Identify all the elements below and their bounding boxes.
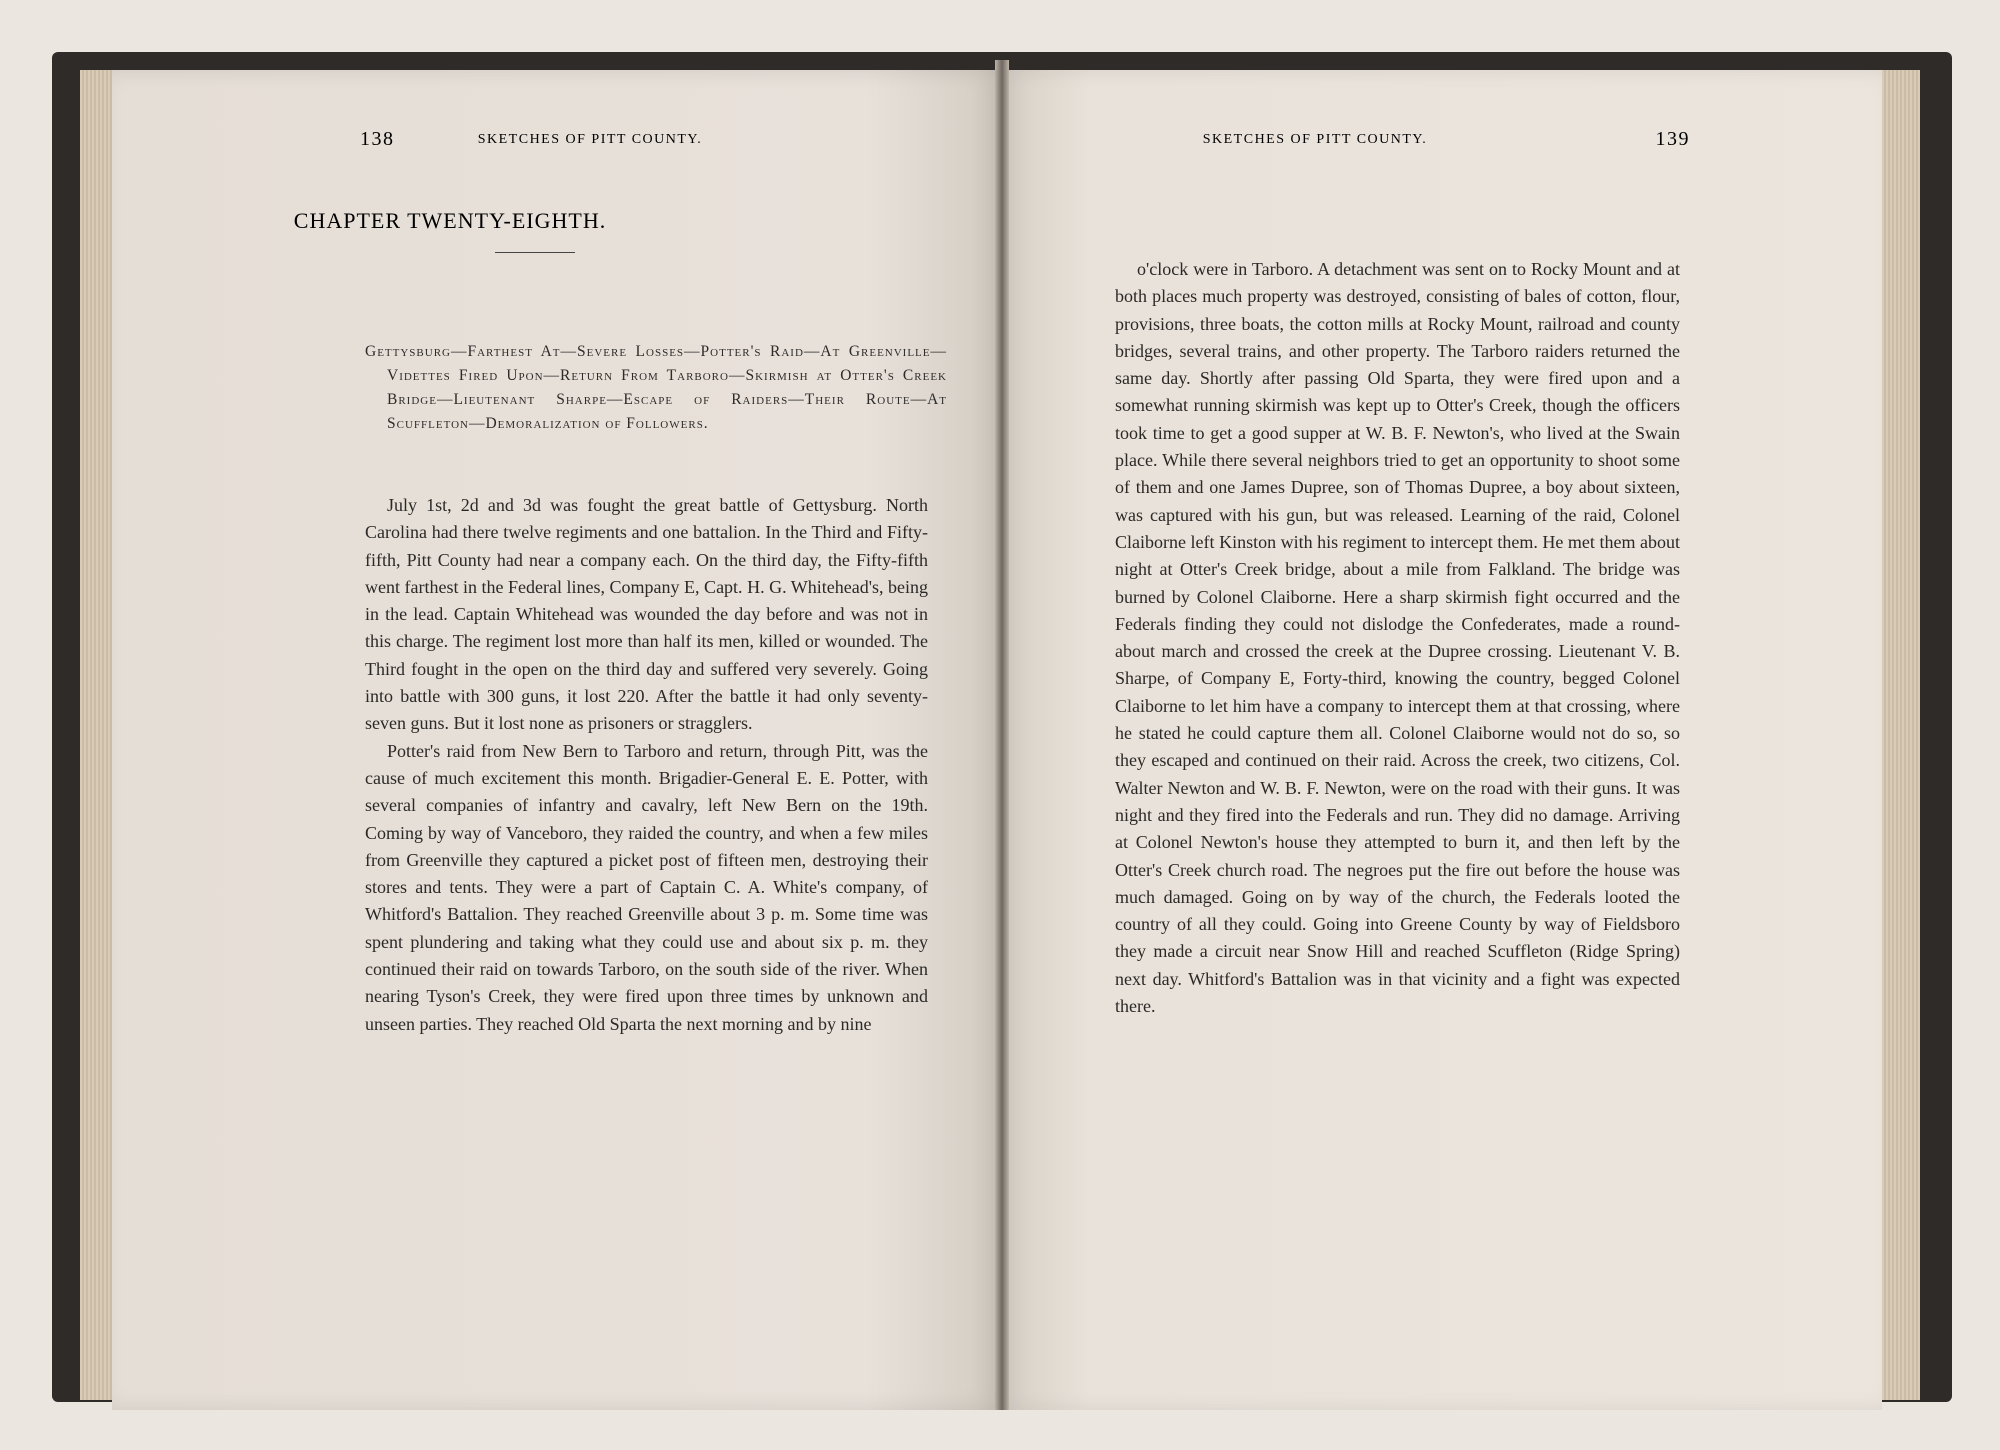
left-paragraph-2: Potter's raid from New Bern to Tarboro and return, through Pitt, was the cause of much excitement this month. Brigadier-General E. E. Potter, with several companies of infantry and cavalry, left New Bern on the 19th. Coming by way of Vanceboro, they raided the country, and when a few miles from Greenville they captured a picket post of fifteen men, destroying their stores and tents. They were a part of Captain C. A. White's company, of Whitford's Battalion. They reached Greenville about 3 p. m. Some time was spent plundering and taking what they could use and about six p. m. they continued their raid on towards Tarboro, on the south side of the river. When nearing Tyson's Creek, they were fired upon three times by unknown and unseen parties. They reached Old Sparta the next morning and by nine [365, 740, 928, 1034]
right-page-header [1120, 128, 1690, 162]
chapter-title: CHAPTER TWENTY-EIGHTH. [293, 208, 607, 233]
left-page-body [365, 492, 928, 1038]
right-paragraph-1: o'clock were in Tarboro. A detachment was sent on to Rocky Mount and at both places much property was destroyed, consisting of bales of cotton, flour, provisions, three boats, the cotton mills at Rocky Mount, railroad and county bridges, several trains, and other property. The Tarboro raiders returned the same day. Shortly after passing Old Sparta, they were fired upon and a somewhat running skirmish was kept up to Otter's Creek, though the officers took time to get a good supper at W. B. F. Newton's, who lived at the Swain place. While there several neighbors tried to get an opportunity to shoot some of them and one James Dupree, son of Thomas Dupree, a boy about sixteen, was captured with his gun, but was released. Learning of the raid, Colonel Claiborne left Kinston with his regiment to intercept them. He met them about night at Otter's Creek bridge, about a mile from Falkland. The bridge was burned by Colonel Claiborne. Here a sharp skirmish fight occurred and the Federals finding they could not dislodge the Confederates, made a round-about march and crossed the creek at the Dupree crossing. Lieutenant V. B. Sharpe, of Company E, Forty-third, knowing the country, begged Colonel Claiborne to let him have a company to intercept them at that crossing, where he stated he could capture them all. Colonel Claiborne would not do so, so they escaped and continued on their raid. Across the creek, two citizens, Col. Walter Newton and W. B. F. Newton, were on the road with their guns. It was night and they fired into the Federals and run. They did no damage. Arriving at Colonel Newton's house they attempted to burn it, and then left by the Otter's Creek church road. The negroes put the fire out before the house was much damaged. Going on by way of the church, the Federals looted the country of all they could. Going into Greene County by way of Fieldsboro they made a circuit near Snow Hill and reached Scuffleton (Ridge Spring) next day. Whitford's Battalion was in that vicinity and a fight was expected there. [1115, 259, 1680, 1017]
left-paragraph-1: July 1st, 2d and 3d was fought the great battle of Gettysburg. North Carolina had there twelve regiments and one battalion. In the Third and Fifty-fifth, Pitt County had near a company each. On the third day, the Fifty-fifth went farthest in the Federal lines, Company E, Capt. H. G. Whitehead's, being in the lead. Captain Whitehead was wounded the day before and was not in this charge. The regiment lost more than half its men, killed or wounded. The Third fought in the open on the third day and suffered very severely. Going into battle with 300 guns, it lost 220. After the battle it had only seventy-seven guns. But it lost none as prisoners or stragglers. [365, 495, 928, 734]
left-running-head: SKETCHES OF PITT COUNTY. [477, 132, 703, 147]
chapter-synopsis: Gettysburg—Farthest At—Severe Losses—Potter's Raid—At Greenville—Videttes Fired Upon—Return From Tarboro—Skirmish at Otter's Creek Bridge—Lieutenant Sharpe—Escape of Raiders—Their Route—At Scuffleton—Demoralization of Followers. [365, 343, 947, 432]
book-gutter [995, 60, 1009, 1410]
chapter-rule [495, 252, 575, 253]
right-running-head: SKETCHES OF PITT COUNTY. [1202, 132, 1428, 147]
left-page-number: 138 [360, 128, 395, 150]
right-page-body [1115, 256, 1680, 1020]
left-page-header [360, 128, 820, 162]
right-page-number: 139 [1655, 128, 1690, 150]
